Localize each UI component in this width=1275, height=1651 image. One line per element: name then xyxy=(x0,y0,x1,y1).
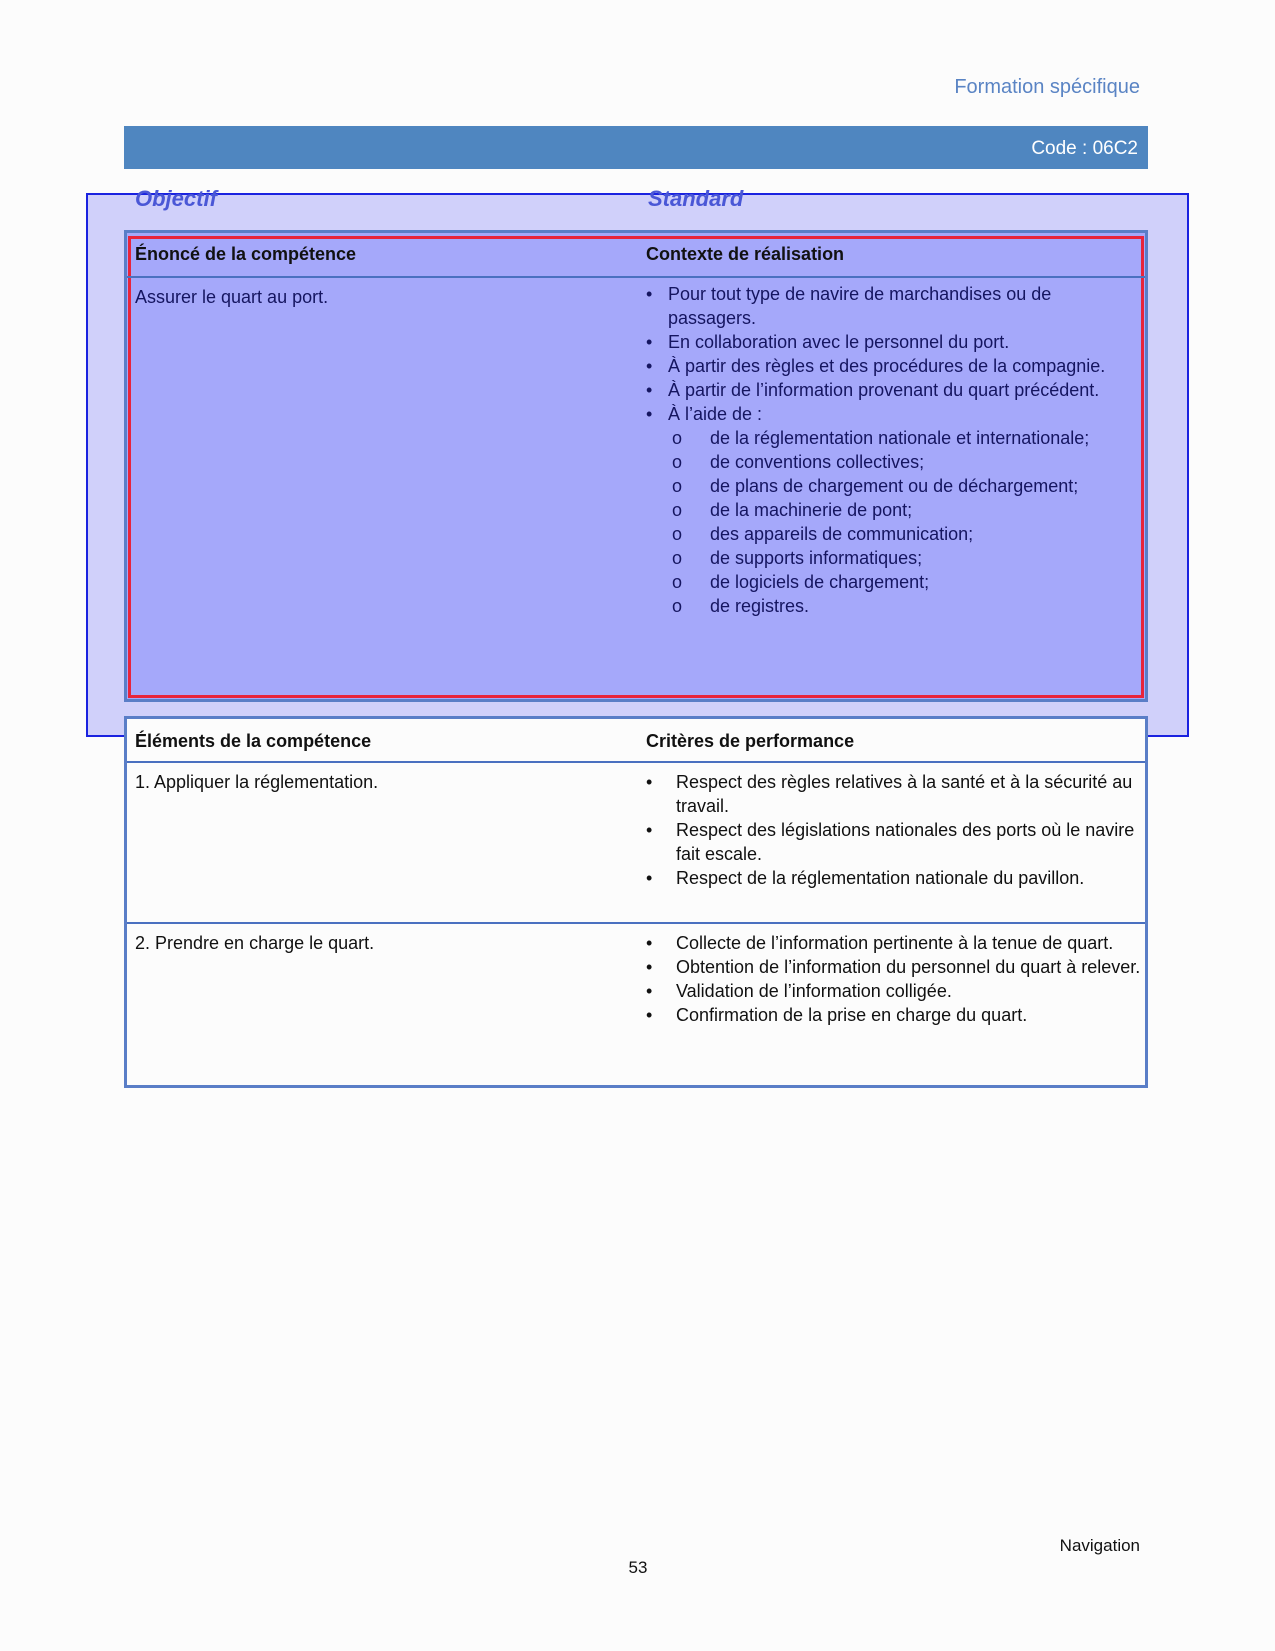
context-subitem: o de logiciels de chargement; xyxy=(646,570,1132,594)
criterion-item: • Obtention de l’information du personnel du quart à relever. xyxy=(646,955,1142,979)
elements-header: Éléments de la compétence xyxy=(135,731,372,751)
context-subitem: o de conventions collectives; xyxy=(646,450,1132,474)
section-title: Formation spécifique xyxy=(954,76,1140,98)
navigation-link[interactable]: Navigation xyxy=(1059,1536,1140,1555)
criterion-item: • Respect de la réglementation nationale du pavillon. xyxy=(646,866,1142,890)
context-item: • À partir de l’information provenant du quart précédent. xyxy=(646,378,1132,402)
statement-divider xyxy=(127,276,1145,278)
criterion-item: • Confirmation de la prise en charge du quart. xyxy=(646,1003,1142,1027)
context-subitem: o de supports informatiques; xyxy=(646,546,1132,570)
context-list xyxy=(646,282,1132,618)
criterion-item: • Respect des législations nationales des ports où le navire fait escale. xyxy=(646,818,1142,866)
element-1: 1. Appliquer la réglementation. xyxy=(135,772,379,792)
criteria-list-2 xyxy=(646,931,1142,1027)
criteria-list-1 xyxy=(646,770,1142,890)
context-item: • À l’aide de : xyxy=(646,402,1132,426)
context-subitem: o de la réglementation nationale et internationale; xyxy=(646,426,1132,450)
context-subitem: o de registres. xyxy=(646,594,1132,618)
context-item: • En collaboration avec le personnel du port. xyxy=(646,330,1132,354)
criteria-header: Critères de performance xyxy=(646,731,855,751)
element-2: 2. Prendre en charge le quart. xyxy=(135,933,375,953)
standard-label: Standard xyxy=(648,186,744,211)
row-divider xyxy=(127,922,1145,924)
objective-label: Objectif xyxy=(135,186,217,211)
context-item: • À partir des règles et des procédures de la compagnie. xyxy=(646,354,1132,378)
criterion-item: • Collecte de l’information pertinente à la tenue de quart. xyxy=(646,931,1142,955)
context-subitem: o des appareils de communication; xyxy=(646,522,1132,546)
criterion-item: • Validation de l’information colligée. xyxy=(646,979,1142,1003)
statement-header: Énoncé de la compétence xyxy=(135,244,357,264)
competency-statement: Assurer le quart au port. xyxy=(135,287,329,307)
elements-divider xyxy=(127,761,1145,763)
context-item: • Pour tout type de navire de marchandises ou de passagers. xyxy=(646,282,1132,330)
criterion-item: • Respect des règles relatives à la santé et à la sécurité au travail. xyxy=(646,770,1142,818)
context-subitem: o de la machinerie de pont; xyxy=(646,498,1132,522)
page-number: 53 xyxy=(628,1558,648,1577)
competency-code: Code : 06C2 xyxy=(1031,138,1138,159)
context-subitem: o de plans de chargement ou de déchargement; xyxy=(646,474,1132,498)
context-header: Contexte de réalisation xyxy=(646,244,845,264)
